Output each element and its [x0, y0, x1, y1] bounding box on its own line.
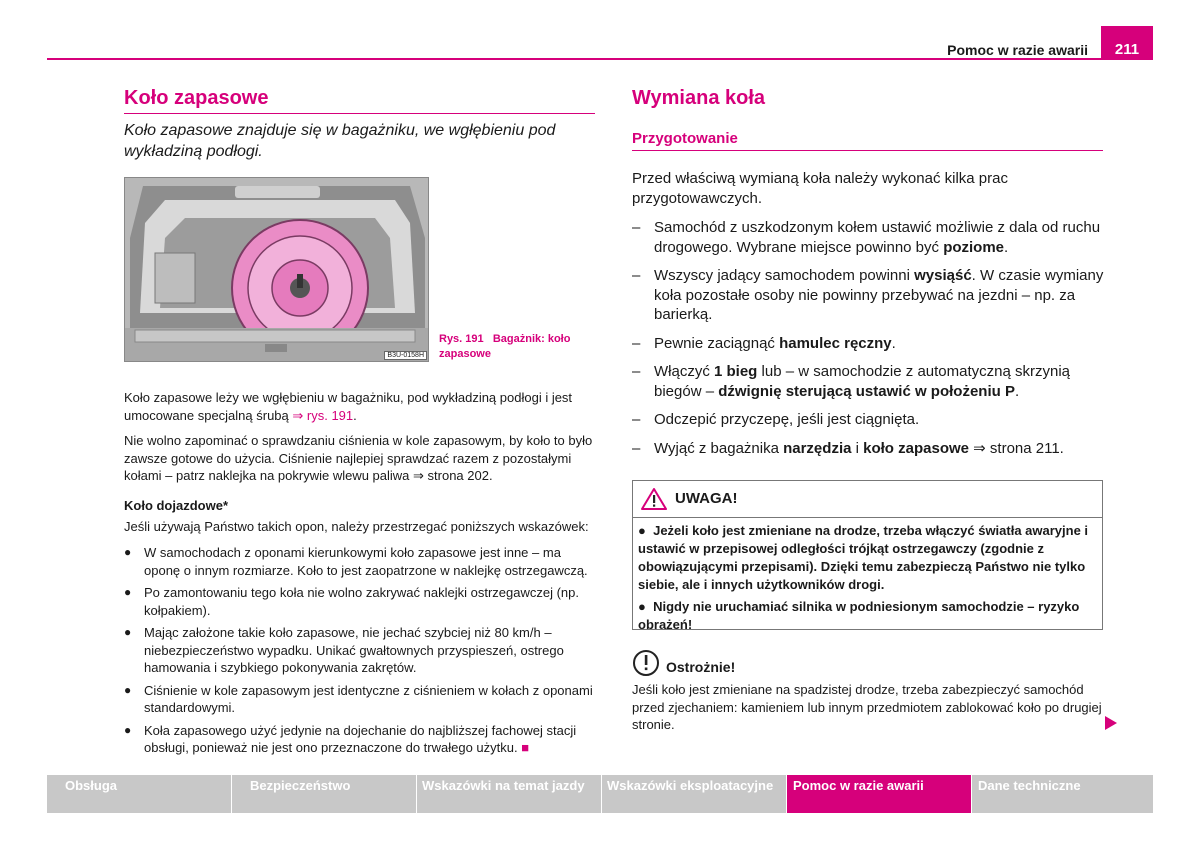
nav-tab-pomoc-active[interactable]: Pomoc w razie awarii [787, 775, 971, 813]
warning-title: UWAGA! [675, 490, 738, 507]
header-title: Pomoc w razie awarii [947, 42, 1088, 58]
warning-triangle-icon [641, 487, 667, 511]
bullet-icon: ● [124, 585, 132, 599]
spare-wheel-bullets [124, 544, 596, 762]
list-item: – Pewnie zaciągnąć hamulec ręczny. [632, 334, 896, 352]
list-item [124, 584, 596, 619]
end-marker-icon: ■ [521, 740, 530, 755]
header-rule [47, 58, 1153, 60]
preparation-steps [632, 218, 1104, 467]
figure-caption [439, 332, 589, 362]
figure-caption-ref: Rys. 191 [439, 333, 484, 345]
figure-caption-text: Bagażnik: koło zapasowe [439, 333, 571, 360]
list-item-text: W samochodach z oponami kierunkowymi koło zapasowe jest inne – ma oponę o innym rozmiarze. Koło to jest zaopatrzone w naklejkę ostrzegawczą. [144, 545, 588, 578]
bullet-icon: ● [124, 682, 132, 697]
section-intro: Koło zapasowe znajduje się w bagażniku, we wgłębieniu pod wykładziną podłogi. [124, 122, 556, 160]
warning-box [632, 480, 1103, 630]
caution-text: Jeśli koło jest zmieniane na spadzistej drodze, trzeba zabezpieczyć samochód przed zjechaniem: kamieniem lub innym przedmiotem zablokować koło po drugiej stronie. [632, 682, 1102, 732]
list-item-text: Po zamontowaniu tego koła nie wolno zakrywać naklejki ostrzegawczej (np. kołpakiem). [144, 585, 579, 618]
para-spare-location [124, 389, 594, 424]
list-item: – Wszyscy jadący samochodem powinni wysiąść. W czasie wymiany koła pozostałe osoby nie powinny przebywać na jezdni – np. za barierką. [632, 267, 1104, 323]
trunk-figure [124, 177, 429, 362]
para-pressure: Nie wolno zapominać o sprawdzaniu ciśnienia w kole zapasowym, by koło to było zawsze gotowe do użycia. Ciśnienie najlepiej sprawdzać razem z pozostałymi kołami – patrz naklejka na pokrywie wlewu paliwa ⇒ strona 202. [124, 433, 593, 483]
warning-header [633, 481, 1102, 518]
bullet-icon: ● [124, 722, 132, 737]
trunk-illustration [125, 178, 428, 361]
list-item-text: Mając założone takie koło zapasowe, nie jechać szybciej niż 80 km/h – niebezpieczeństwo wypadku. Unikać gwałtownych przyspieszeń, ostrego hamowania i szybkiego pokonywania zakrętów. [144, 625, 564, 675]
list-item-text: Ciśnienie w kole zapasowym jest identyczne z ciśnieniem w kołach z oponami standardowymi. [144, 682, 593, 715]
warning-item: ● Jeżeli koło jest zmieniane na drodze, trzeba włączyć światła awaryjne i ustawić w przepisowej odległości trójkąt ostrzegawczy (zgodnie z obowiązującymi przepisami). Dzięki temu zabezpieczą Państwo nie tylko siebie, ale i innych użytkowników drogi. [638, 523, 1089, 592]
list-item-text: Koła zapasowego użyć jedynie na dojechanie do najbliższej fachowej stacji obsługi, ponieważ nie jest ono przeznaczone do trwałego użytku. [144, 722, 577, 755]
page-number: 211 [1101, 26, 1153, 60]
figure-code: B3U-0158H [384, 351, 427, 360]
subsection-intro: Jeśli używają Państwo takich opon, należy przestrzegać poniższych wskazówek: [124, 519, 589, 534]
nav-tab-obsluga[interactable]: Obsługa [47, 775, 231, 813]
para-spare-location-end: . [353, 407, 357, 423]
bullet-icon: ● [124, 545, 132, 559]
list-item: – Włączyć 1 bieg lub – w samochodzie z automatyczną skrzynią biegów – dźwignię sterującą ustawić w położeniu P. [632, 363, 1071, 400]
bullet-icon: ● [638, 599, 646, 614]
list-item [124, 682, 596, 717]
section-rule [124, 113, 595, 114]
warning-body [633, 518, 1102, 634]
list-item [124, 544, 596, 579]
nav-tab-dane-techniczne[interactable]: Dane techniczne [972, 775, 1153, 813]
list-item: – Samochód z uszkodzonym kołem ustawić możliwie z dala od ruchu drogowego. Wybrane miejsce powinno być poziome. [632, 219, 1101, 256]
subsection-title-preparation: Przygotowanie [632, 130, 738, 147]
list-item: – Odczepić przyczepę, jeśli jest ciągnięta. [632, 411, 920, 428]
section-title-wheel-change: Wymiana koła [632, 87, 766, 109]
list-item: – Wyjąć z bagażnika narzędzia i koło zapasowe ⇒ strona 211. [632, 439, 1064, 457]
figure-link[interactable]: ⇒ rys. 191 [292, 407, 354, 423]
list-item [124, 624, 596, 677]
next-page-arrow-icon[interactable] [1104, 715, 1118, 731]
warning-item: ● Nigdy nie uruchamiać silnika w podniesionym samochodzie – ryzyko obrażeń! [638, 599, 1080, 632]
bullet-icon: ● [638, 523, 646, 538]
nav-tab-bezpieczenstwo[interactable]: Bezpieczeństwo [232, 775, 416, 813]
list-item [124, 722, 596, 757]
bullet-icon: ● [124, 625, 132, 639]
subsection-rule [632, 150, 1103, 151]
caution-title: Ostrożnie! [666, 659, 736, 675]
section-title-spare-wheel: Koło zapasowe [124, 87, 269, 109]
subsection-title: Koło dojazdowe* [124, 498, 228, 513]
nav-tab-wskazowki-jazdy[interactable]: Wskazówki na temat jazdy [417, 775, 601, 813]
preparation-intro: Przed właściwą wymianą koła należy wykonać kilka prac przygotowawczych. [632, 170, 1008, 207]
para-spare-location-text: Koło zapasowe leży we wgłębieniu w bagażniku, pod wykładziną podłogi i jest umocowane specjalną śrubą [124, 390, 573, 423]
caution-exclamation-icon [632, 649, 660, 677]
nav-tab-wskazowki-eksploatacyjne[interactable]: Wskazówki eksploatacyjne [602, 775, 786, 813]
